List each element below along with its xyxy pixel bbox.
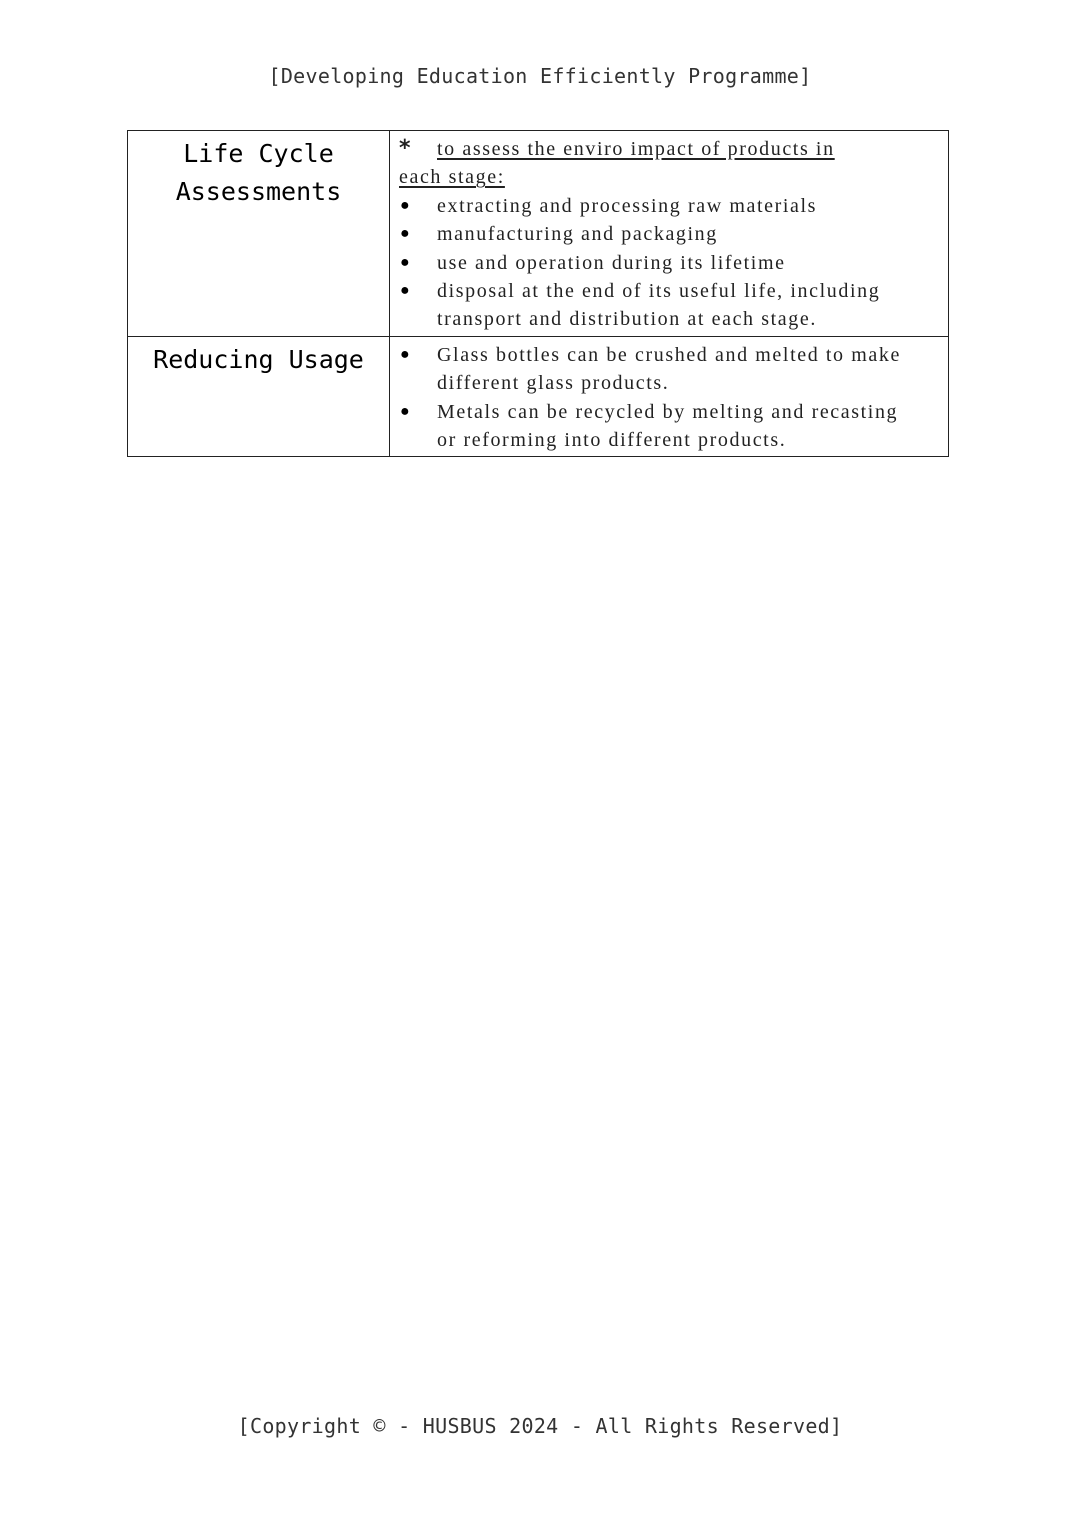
bullet-list: [399, 192, 924, 334]
topic-label: Life Cycle: [183, 139, 334, 168]
list-item: [399, 398, 924, 455]
lead-text: to assess the enviro impact of products in: [437, 138, 835, 160]
list-item: [399, 220, 924, 248]
topic-cell: [128, 131, 390, 337]
table-row: [128, 336, 949, 457]
bullet-icon: ●: [400, 225, 412, 243]
list-item: [399, 249, 924, 277]
topic-label: Assessments: [175, 177, 342, 206]
bullet-icon: ●: [400, 345, 412, 363]
bullet-icon: ●: [400, 196, 412, 214]
topic-label: Reducing Usage: [153, 344, 364, 374]
list-item: [399, 341, 924, 398]
list-item: [399, 192, 924, 220]
notes-table: [127, 130, 949, 457]
asterisk-marker: *: [399, 136, 413, 161]
list-item-text: Metals can be recycled by melting and recasting or reforming into different products.: [437, 400, 899, 452]
bullet-icon: ●: [400, 282, 412, 300]
detail-cell: [390, 131, 949, 337]
page-header: [Developing Education Efficiently Programme]: [268, 64, 812, 88]
bullet-icon: ●: [400, 402, 412, 420]
list-item-text: extracting and processing raw materials: [437, 194, 818, 217]
table-row: [128, 131, 949, 337]
lead-text: each stage:: [399, 166, 505, 189]
list-item-text: disposal at the end of its useful life, including transport and distribution at each stage.: [437, 280, 881, 331]
topic-cell: [128, 336, 390, 457]
list-item-text: Glass bottles can be crushed and melted to make different glass products.: [437, 343, 901, 395]
detail-cell: [390, 336, 949, 457]
lead-statement: [399, 135, 924, 192]
list-item-text: use and operation during its lifetime: [437, 251, 786, 274]
list-item-text: manufacturing and packaging: [437, 223, 718, 246]
bullet-icon: ●: [400, 253, 412, 271]
list-item: [399, 277, 924, 334]
bullet-list: [399, 341, 924, 455]
page-footer: [Copyright © - HUSBUS 2024 - All Rights Reserved]: [237, 1414, 843, 1438]
